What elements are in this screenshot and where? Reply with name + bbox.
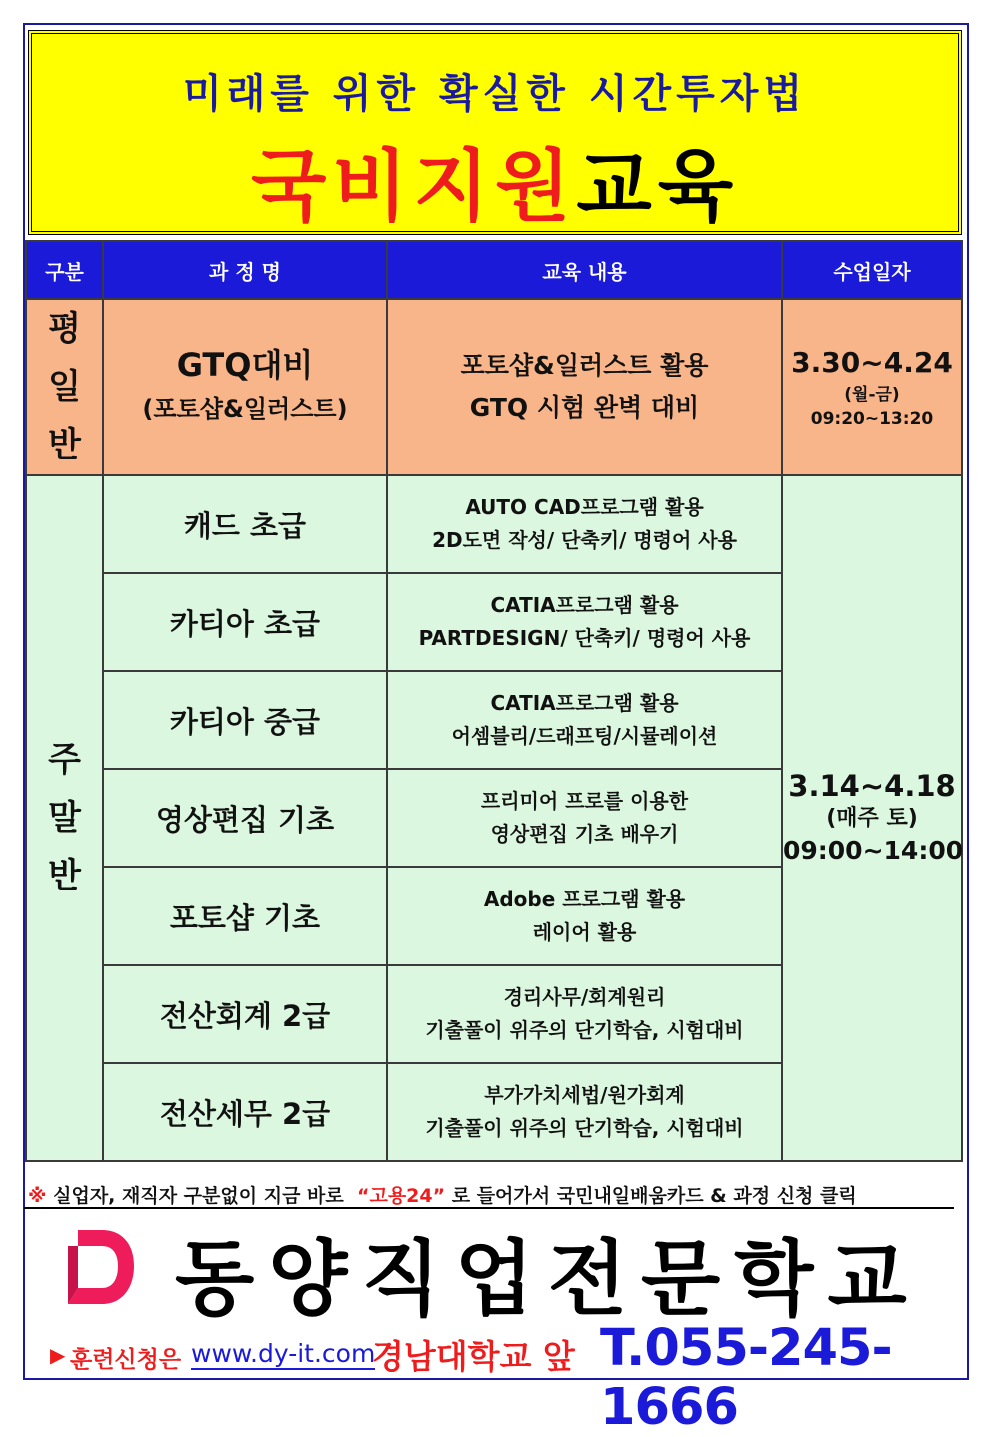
table-header-row xyxy=(26,241,962,299)
footer xyxy=(50,1319,955,1437)
course-content: 경리사무/회계원리 기출풀이 위주의 단기학습, 시험대비 xyxy=(387,965,782,1063)
course-table xyxy=(25,240,963,1162)
banner-title xyxy=(32,124,958,236)
notice-before: 실업자, 재직자 구분없이 지금 바로 xyxy=(53,1185,344,1207)
header-content: 교육 내용 xyxy=(387,241,782,299)
school-logo-icon xyxy=(64,1226,136,1308)
header-date: 수업일자 xyxy=(782,241,962,299)
banner-title-black: 교육 xyxy=(576,142,740,232)
course-content: 부가가치세법/원가회계 기출풀이 위주의 단기학습, 시험대비 xyxy=(387,1063,782,1161)
weekend-row xyxy=(26,475,962,573)
course-content: CATIA프로그램 활용 PARTDESIGN/ 단축키/ 명령어 사용 xyxy=(387,573,782,671)
notice-after: 로 들어가서 국민내일배움카드 & 과정 신청 클릭 xyxy=(451,1185,857,1207)
category-weekday: 평 일 반 xyxy=(26,299,103,475)
date-weekday: 3.30~4.24 (월-금) 09:20~13:20 xyxy=(782,299,962,475)
course-content-gtq: 포토샵&일러스트 활용 GTQ 시험 완벽 대비 xyxy=(387,299,782,475)
category-weekend: 주 말 반 xyxy=(26,475,103,1161)
school-name: 동양직업전문학교 xyxy=(175,1232,921,1327)
arrow-icon: ▶ xyxy=(50,1343,66,1367)
phone-number: T.055-245-1666 xyxy=(600,1319,892,1437)
course-name: 카티아 초급 xyxy=(103,573,387,671)
notice-highlight: “고용24” xyxy=(356,1185,446,1207)
notice-text xyxy=(28,1181,958,1208)
course-name: 카티아 중급 xyxy=(103,671,387,769)
course-name-gtq: GTQ대비 (포토샵&일러스트) xyxy=(103,299,387,475)
location-text: 경남대학교 앞 xyxy=(372,1337,575,1376)
notice-mark: ※ xyxy=(28,1185,47,1207)
header-category: 구분 xyxy=(26,241,103,299)
banner-subtitle: 미래를 위한 확실한 시간투자법 xyxy=(182,71,808,117)
course-content: 프리미어 프로를 이용한 영상편집 기초 배우기 xyxy=(387,769,782,867)
date-weekend: 3.14~4.18 (매주 토) 09:00~14:00 xyxy=(782,475,962,1161)
course-name: 포토샵 기초 xyxy=(103,867,387,965)
course-name: 전산세무 2급 xyxy=(103,1063,387,1161)
course-name: 전산회계 2급 xyxy=(103,965,387,1063)
divider xyxy=(24,1207,954,1209)
course-content: CATIA프로그램 활용 어셈블리/드래프팅/시뮬레이션 xyxy=(387,671,782,769)
title-banner xyxy=(28,30,962,235)
banner-title-red: 국비지원 xyxy=(250,142,577,232)
course-name: 캐드 초급 xyxy=(103,475,387,573)
course-name: 영상편집 기초 xyxy=(103,769,387,867)
course-content: Adobe 프로그램 활용 레이어 활용 xyxy=(387,867,782,965)
apply-label: 훈련신청은 xyxy=(70,1347,182,1373)
website-link[interactable]: www.dy-it.com xyxy=(191,1339,376,1368)
course-content: AUTO CAD프로그램 활용 2D도면 작성/ 단축키/ 명령어 사용 xyxy=(387,475,782,573)
weekday-row xyxy=(26,299,962,475)
header-course-name: 과 정 명 xyxy=(103,241,387,299)
